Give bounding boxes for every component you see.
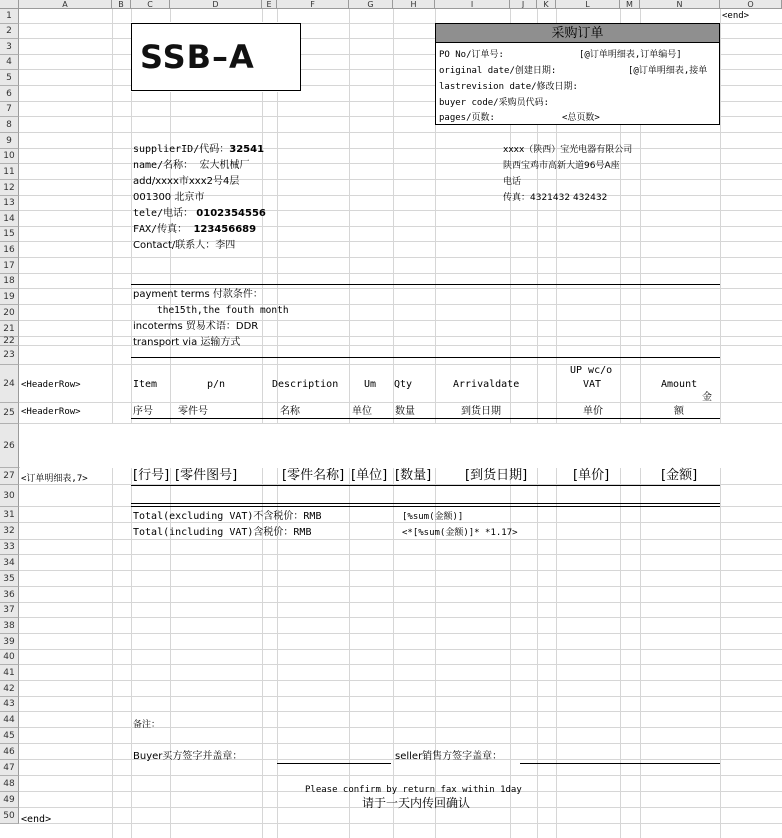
grid-row-line (19, 664, 782, 665)
end-marker-bottom: <end> (21, 814, 52, 825)
col-up-en-1: UP wc/o (570, 365, 613, 376)
supplier-address: add/xxxx市xxx2号4层 (133, 176, 240, 187)
row-header-3[interactable]: 3 (0, 39, 19, 55)
column-header-e[interactable]: E (262, 0, 277, 9)
column-header-m[interactable]: M (620, 0, 640, 9)
detail-part-name: [零件名称] (282, 468, 345, 483)
buyer-signature-label: Buyer买方签字并盖章： (133, 751, 243, 762)
header-bottom-border (131, 418, 720, 419)
remarks-label: 备注： (133, 720, 161, 730)
row-header-14[interactable]: 14 (0, 211, 19, 227)
po-box (435, 23, 720, 125)
grid-row-line (19, 570, 782, 571)
grid-row-line (19, 273, 782, 274)
row-header-17[interactable]: 17 (0, 258, 19, 274)
row-header-34[interactable]: 34 (0, 555, 19, 571)
seller-signature-line (520, 763, 720, 764)
total-excl-vat-label: Total(excluding VAT)不含税价：RMB (133, 511, 322, 522)
row-header-25[interactable]: 25 (0, 403, 19, 424)
column-header-g[interactable]: G (349, 0, 393, 9)
supplier-contact: Contact/联系人：李四 (133, 240, 236, 251)
grid-row-line (19, 680, 782, 681)
buyer-company: xxxx（陕西）宝光电器有限公司 (503, 145, 633, 155)
pages-label: pages/页数: (439, 113, 495, 123)
seller-signature-label: seller销售方签字盖章： (395, 751, 503, 762)
grid-row-line (19, 711, 782, 712)
total-incl-vat-label: Total(including VAT)含税价：RMB (133, 527, 312, 538)
column-header-j[interactable]: J (510, 0, 537, 9)
row-header-22[interactable]: 22 (0, 337, 19, 346)
row-header-31[interactable]: 31 (0, 507, 19, 523)
revision-date-label: lastrevision date/修改日期: (439, 82, 578, 92)
incoterms: incoterms 贸易术语：DDR (133, 321, 259, 332)
row-header-16[interactable]: 16 (0, 242, 19, 258)
supplier-name: name/名称： 宏大机械厂 (133, 160, 250, 171)
row-header-36[interactable]: 36 (0, 587, 19, 603)
select-all-corner[interactable] (0, 0, 19, 9)
row-header-12[interactable]: 12 (0, 180, 19, 196)
supplier-tel-value: 0102354556 (196, 208, 266, 219)
buyer-fax: 传真：4321432 432432 (503, 193, 608, 203)
grid-row-line (19, 554, 782, 555)
row-header-21[interactable]: 21 (0, 321, 19, 337)
row-header-38[interactable]: 38 (0, 618, 19, 634)
confirm-note-cn: 请于一天内传回确认 (362, 796, 471, 810)
grid-row-line (19, 364, 782, 365)
detail-amount: [金额] (661, 468, 698, 483)
column-header-b[interactable]: B (112, 0, 131, 9)
supplier-id-value: 32541 (229, 144, 265, 155)
terms-top-border (131, 284, 720, 285)
grid-row-line (19, 602, 782, 603)
row-header-41[interactable]: 41 (0, 665, 19, 681)
row-header-6[interactable]: 6 (0, 86, 19, 102)
grid-row-line (19, 649, 782, 650)
grid-row-line (19, 132, 782, 133)
supplier-fax-value: 123456689 (193, 224, 257, 235)
row-header-32[interactable]: 32 (0, 523, 19, 540)
column-header-a[interactable]: A (19, 0, 112, 9)
detail-part-no: [零件图号] (175, 468, 238, 483)
row-header-19[interactable]: 19 (0, 289, 19, 305)
row-header-10[interactable]: 10 (0, 149, 19, 164)
col-desc-en: Description (272, 379, 339, 390)
grid-row-line (19, 539, 782, 540)
grid-row-line (19, 402, 782, 403)
col-arrival-cn: 到货日期 (461, 406, 501, 417)
company-logo (131, 23, 301, 91)
detail-table-tag: <订单明细表,7> (21, 474, 88, 484)
row-header-4[interactable]: 4 (0, 55, 19, 70)
row-header-23[interactable]: 23 (0, 346, 19, 365)
row-header-24[interactable]: 24 (0, 365, 19, 403)
row-header-8[interactable]: 8 (0, 117, 19, 133)
grid-row-line (19, 823, 782, 824)
row-header-9[interactable]: 9 (0, 133, 19, 149)
col-pn-en: p/n (207, 379, 226, 390)
totals-top-border-1 (131, 503, 720, 504)
total-excl-vat-value: [%sum(金额)] (402, 512, 464, 522)
totals-top-border-2 (131, 506, 720, 507)
column-header-f[interactable]: F (277, 0, 349, 9)
supplier-id-label: supplierID/代码：32541 (133, 144, 265, 155)
row-header-5[interactable]: 5 (0, 70, 19, 86)
detail-unit-price: [单价] (573, 468, 610, 483)
row-header-37[interactable]: 37 (0, 603, 19, 618)
supplier-fax: FAX/传真： 123456689 (133, 224, 257, 235)
supplier-name-value: 宏大机械厂 (199, 160, 250, 171)
grid-row-line (19, 304, 782, 305)
col-amount-cn-1: 金 (702, 392, 712, 403)
row-header-18[interactable]: 18 (0, 274, 19, 289)
row-header-43[interactable]: 43 (0, 697, 19, 712)
row-header-49[interactable]: 49 (0, 792, 19, 808)
payment-terms-label: payment terms 付款条件： (133, 289, 263, 300)
total-incl-vat-value: <*[%sum(金额)]* *1.17> (402, 528, 518, 538)
row-header-48[interactable]: 48 (0, 776, 19, 792)
column-header-h[interactable]: H (393, 0, 435, 9)
buyer-signature-line (277, 763, 391, 764)
end-marker-top: <end> (722, 11, 750, 21)
row-header-33[interactable]: 33 (0, 540, 19, 555)
grid-row-line (19, 617, 782, 618)
detail-row-spacer (20, 424, 782, 468)
row-header-20[interactable]: 20 (0, 305, 19, 321)
col-desc-cn: 名称 (280, 406, 300, 417)
col-arrival-en: Arrivaldate (453, 379, 520, 390)
column-header-n[interactable]: N (640, 0, 720, 9)
column-header-i[interactable]: I (435, 0, 510, 9)
row-header-42[interactable]: 42 (0, 681, 19, 697)
grid-row-line (19, 775, 782, 776)
column-header-o[interactable]: O (720, 0, 782, 9)
grid-row-line (19, 586, 782, 587)
row-header-7[interactable]: 7 (0, 102, 19, 117)
grid-row-line (19, 633, 782, 634)
row-header-30[interactable]: 30 (0, 485, 19, 507)
col-qty-cn: 数量 (395, 406, 415, 417)
grid-row-line (19, 257, 782, 258)
po-title: 采购订单 (551, 26, 604, 41)
row-header-15[interactable]: 15 (0, 227, 19, 242)
logo-text: SSB–A (140, 38, 255, 76)
row-header-46[interactable]: 46 (0, 744, 19, 760)
row-header-47[interactable]: 47 (0, 760, 19, 776)
header-row-tag-1: <HeaderRow> (21, 380, 81, 390)
row-header-27[interactable]: 27 (0, 468, 19, 485)
transport-via: transport via 运输方式 (133, 337, 241, 348)
column-header-d[interactable]: D (170, 0, 262, 9)
row-header-11[interactable]: 11 (0, 164, 19, 180)
col-item-en: Item (133, 379, 158, 390)
row-header-1[interactable]: 1 (0, 9, 19, 24)
original-date-label: original date/创建日期: (439, 66, 557, 76)
row-header-39[interactable]: 39 (0, 634, 19, 650)
col-up-en-2: VAT (583, 379, 602, 390)
column-header-l[interactable]: L (556, 0, 620, 9)
po-title-bar (436, 24, 719, 43)
col-up-cn: 单价 (583, 406, 603, 417)
row-header-40[interactable]: 40 (0, 650, 19, 665)
supplier-city: 001300 北京市 (133, 192, 205, 203)
col-um-en: Um (364, 379, 377, 390)
row-header-45[interactable]: 45 (0, 728, 19, 744)
detail-bottom-border (131, 485, 720, 486)
col-um-cn: 单位 (352, 406, 372, 417)
supplier-tel: tele/电话： 0102354556 (133, 208, 266, 219)
po-no-value: [@订单明细表,订单编号] (579, 50, 682, 60)
col-qty-en: Qty (394, 379, 413, 390)
header-row-tag-2: <HeaderRow> (21, 407, 81, 417)
pages-value: <总页数> (562, 113, 600, 123)
payment-terms-value: the15th,the fouth month (157, 305, 289, 316)
col-amount-cn-2: 额 (674, 406, 684, 417)
buyer-code-label: buyer code/采购员代码: (439, 98, 550, 108)
header-top-border (131, 357, 720, 358)
row-header-13[interactable]: 13 (0, 196, 19, 211)
detail-qty: [数量] (395, 468, 432, 483)
confirm-note-en: Please confirm by return fax within 1day (305, 785, 522, 795)
detail-arrival-date: [到货日期] (465, 468, 528, 483)
buyer-address: 陕西宝鸡市高新大道96号A座 (503, 161, 620, 171)
row-header-44[interactable]: 44 (0, 712, 19, 728)
grid-row-line (19, 696, 782, 697)
row-header-26[interactable]: 26 (0, 424, 19, 468)
detail-line-no: [行号] (133, 468, 170, 483)
buyer-phone: 电话 (503, 177, 522, 187)
row-header-2[interactable]: 2 (0, 24, 19, 39)
grid-row-line (19, 743, 782, 744)
detail-unit: [单位] (351, 468, 388, 483)
row-header-35[interactable]: 35 (0, 571, 19, 587)
column-header-c[interactable]: C (131, 0, 170, 9)
col-item-cn: 序号 (133, 406, 153, 417)
row-header-50[interactable]: 50 (0, 808, 19, 824)
column-header-k[interactable]: K (537, 0, 556, 9)
col-amount-en: Amount (661, 379, 698, 390)
original-date-value: [@订单明细表,接单 (628, 66, 708, 76)
po-no-label: PO No/订单号: (439, 50, 504, 60)
col-pn-cn: 零件号 (178, 406, 208, 417)
